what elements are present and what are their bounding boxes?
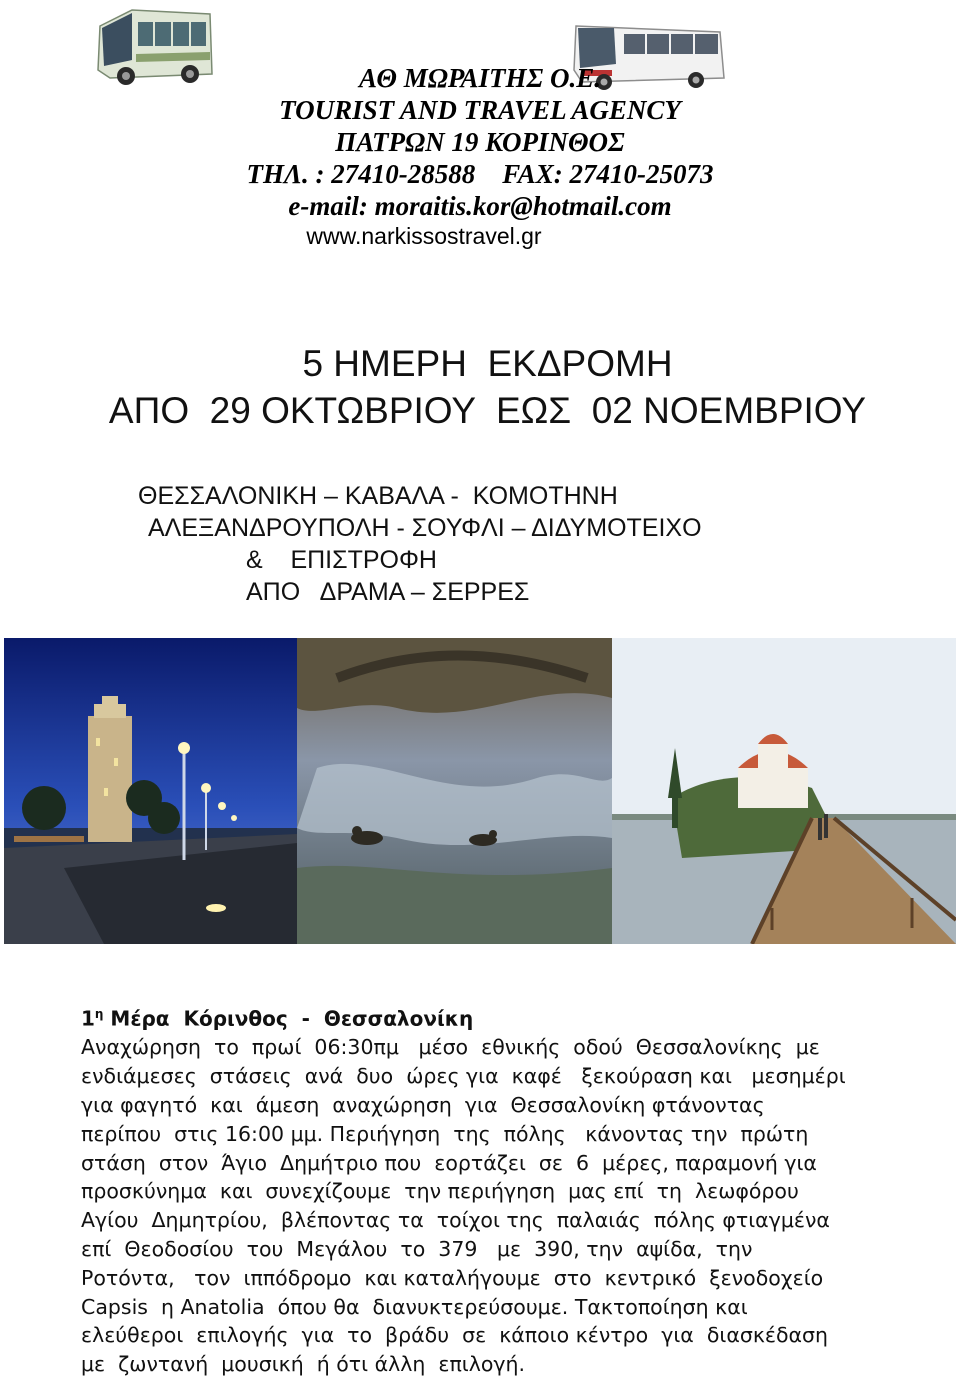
day1-line: στάση στον Άγιο Δημήτριο που εορτάζει σε 6 μέρες, παραμονή για — [81, 1150, 817, 1175]
agency-subtitle: TOURIST AND TRAVEL AGENCY — [279, 95, 681, 125]
day1-line: ελεύθεροι επιλογής για το βράδυ σε κάποιο κέντρο για διασκέδαση — [81, 1323, 829, 1348]
day1-line: προσκύνημα και συνεχίζουμε την περιήγηση μας επί τη λεωφόρου — [81, 1179, 799, 1204]
agency-address: ΠΑΤΡΩΝ 19 ΚΟΡΙΝΘΟΣ — [335, 127, 625, 157]
route-line: ΘΕΣΣΑΛΟΝΙΚΗ – ΚΑΒΑΛΑ - ΚΟΜΟΤΗΝΗ — [138, 482, 618, 510]
day1-ordinal: η — [94, 1007, 104, 1021]
route-line: ΑΠΟ ΔΡΑΜΑ – ΣΕΡΡΕΣ — [246, 578, 530, 606]
agency-header — [0, 62, 960, 250]
day1-line: Ροτόντα, τον ιππόδρομο και καταλήγουμε στο κεντρικό ξενοδοχείο — [81, 1265, 824, 1290]
day1-line: Capsis η Anatolia όπου θα διανυκτερεύσουμε. Τακτοποίηση και — [81, 1294, 748, 1319]
day1-section — [81, 1000, 911, 1379]
day1-description — [81, 1033, 911, 1379]
agency-website-link[interactable]: www.narkissostravel.gr — [306, 223, 542, 249]
trip-title-line1: 5 ΗΜΕΡΗ ΕΚΔΡΟΜΗ — [302, 343, 673, 384]
day1-line: Αναχώρηση το πρωί 06:30πμ μέσο εθνικής οδού Θεσσαλονίκης με — [81, 1035, 820, 1060]
agency-phones: ΤΗΛ. : 27410-28588 FAX: 27410-25073 — [246, 159, 714, 189]
route-line: & ΕΠΙΣΤΡΟΦΗ — [246, 546, 437, 574]
agency-name: ΑΘ ΜΩΡΑΙΤΗΣ Ο.Ε. — [359, 63, 601, 93]
day1-line: επί Θεοδοσίου του Μεγάλου το 379 με 390, την αψίδα, την — [81, 1237, 753, 1262]
agency-email: e-mail: moraitis.kor@hotmail.com — [288, 191, 672, 221]
day1-heading — [81, 1000, 911, 1033]
day1-line: περίπου στις 16:00 μμ. Περιήγηση της πόλης κάνοντας την πρώτη — [81, 1121, 809, 1146]
day1-line: Αγίου Δημητρίου, βλέποντας τα τοίχοι της παλαιάς πόλης φτιαγμένα — [81, 1208, 830, 1233]
route-line: ΑΛΕΞΑΝΔΡΟΥΠΟΛΗ - ΣΟΥΦΛΙ – ΔΙΔΥΜΟΤΕΙΧΟ — [148, 514, 702, 542]
day1-heading-text: Μέρα Κόρινθος - Θεσσαλονίκη — [103, 1006, 474, 1031]
day1-line: ενδιάμεσες στάσεις ανά δυο ώρες για καφέ ξεκούραση και μεσημέρι — [81, 1064, 846, 1089]
day1-line: για φαγητό και άμεση αναχώρηση για Θεσσαλονίκη φτάνοντας — [81, 1093, 765, 1118]
river-ducks-photo — [297, 638, 612, 944]
day1-number: 1 — [81, 1006, 95, 1031]
trip-title — [0, 340, 960, 434]
trip-title-line2: ΑΠΟ 29 ΟΚΤΩΒΡΙΟΥ ΕΩΣ 02 ΝΟΕΜΒΡΙΟΥ — [108, 390, 867, 431]
lake-chapel-bridge-photo — [612, 638, 956, 944]
white-tower-photo — [4, 638, 297, 944]
day1-line: με ζωντανή μουσική ή ότι άλλη επιλογή. — [81, 1352, 526, 1377]
